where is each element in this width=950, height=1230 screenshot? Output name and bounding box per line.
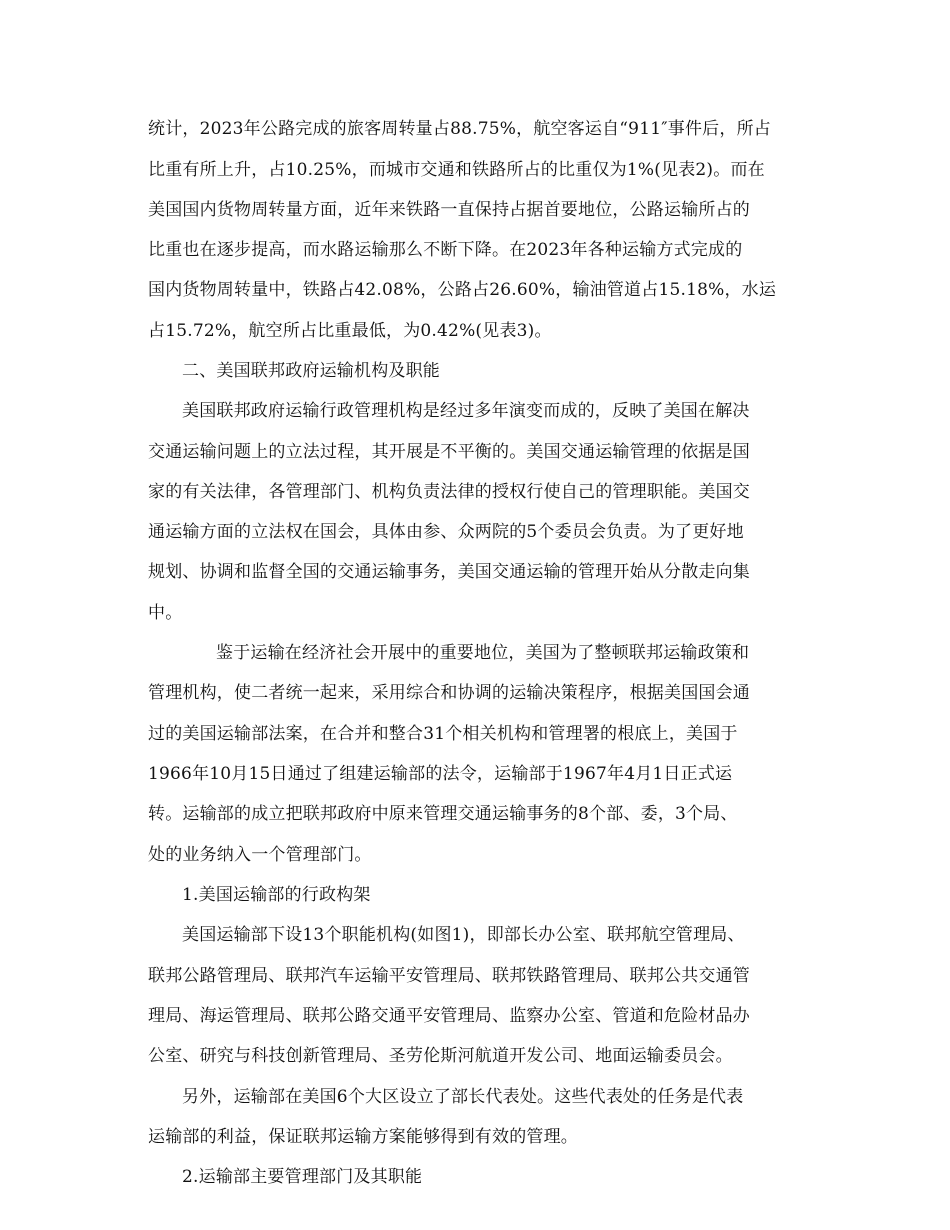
text-line: 理局、海运管理局、联邦公路交通平安管理局、监察办公室、管道和危险材品办 <box>148 1006 750 1026</box>
text-line: 美国运输部下设13个职能机构(如图1)，即部长办公室、联邦航空管理局、 <box>182 925 745 945</box>
text-line: 1966年10月15日通过了组建运输部的法令，运输部于1967年4月1日正式运 <box>148 764 733 784</box>
text-line: 比重也在逐步提高，而水路运输那么不断下降。在2023年各种运输方式完成的 <box>148 240 743 260</box>
text-line: 处的业务纳入一个管理部门。 <box>148 845 372 865</box>
text-line: 转。运输部的成立把联邦政府中原来管理交通运输事务的8个部、委，3个局、 <box>148 804 738 824</box>
text-line: 国内货物周转量中，铁路占42.08%，公路占26.60%，输油管道占15.18%，水运 <box>148 280 777 300</box>
text-line: 美国国内货物周转量方面，近年来铁路一直保持占据首要地位，公路运输所占的 <box>148 200 750 220</box>
text-line: 过的美国运输部法案，在合并和整合31个相关机构和管理署的根底上，美国于 <box>148 724 738 744</box>
section-heading: 二、美国联邦政府运输机构及职能 <box>182 361 440 381</box>
text-line: 比重有所上升，占10.25%，而城市交通和铁路所占的比重仅为1%(见表2)。而在 <box>148 160 765 180</box>
text-line: 联邦公路管理局、联邦汽车运输平安管理局、联邦铁路管理局、联邦公共交通管 <box>148 966 750 986</box>
text-line: 交通运输问题上的立法过程，其开展是不平衡的。美国交通运输管理的依据是国 <box>148 442 750 462</box>
text-line: 规划、协调和监督全国的交通运输事务，美国交通运输的管理开始从分散走向集 <box>148 562 750 582</box>
text-line: 美国联邦政府运输行政管理机构是经过多年演变而成的，反映了美国在解决 <box>182 401 750 421</box>
text-line: 统计，2023年公路完成的旅客周转量占88.75%，航空客运自“911″事件后，所占 <box>148 119 771 139</box>
text-line: 公室、研究与科技创新管理局、圣劳伦斯河航道开发公司、地面运输委员会。 <box>148 1046 733 1066</box>
text-line: 占15.72%，航空所占比重最低，为0.42%(见表3)。 <box>148 321 552 341</box>
subsection-heading: 2.运输部主要管理部门及其职能 <box>182 1167 423 1187</box>
text-line: 通运输方面的立法权在国会，具体由参、众两院的5个委员会负责。为了更好地 <box>148 522 744 542</box>
text-line: 运输部的利益，保证联邦运输方案能够得到有效的管理。 <box>148 1127 578 1147</box>
text-line: 家的有关法律，各管理部门、机构负责法律的授权行使自己的管理职能。美国交 <box>148 482 750 502</box>
text-line: 另外，运输部在美国6个大区设立了部长代表处。这些代表处的任务是代表 <box>182 1087 744 1107</box>
text-line: 鉴于运输在经济社会开展中的重要地位，美国为了整顿联邦运输政策和 <box>216 643 750 663</box>
text-line: 中。 <box>148 603 183 623</box>
text-line: 管理机构，使二者统一起来，采用综合和协调的运输决策程序，根据美国国会通 <box>148 683 750 703</box>
subsection-heading: 1.美国运输部的行政构架 <box>182 885 371 905</box>
